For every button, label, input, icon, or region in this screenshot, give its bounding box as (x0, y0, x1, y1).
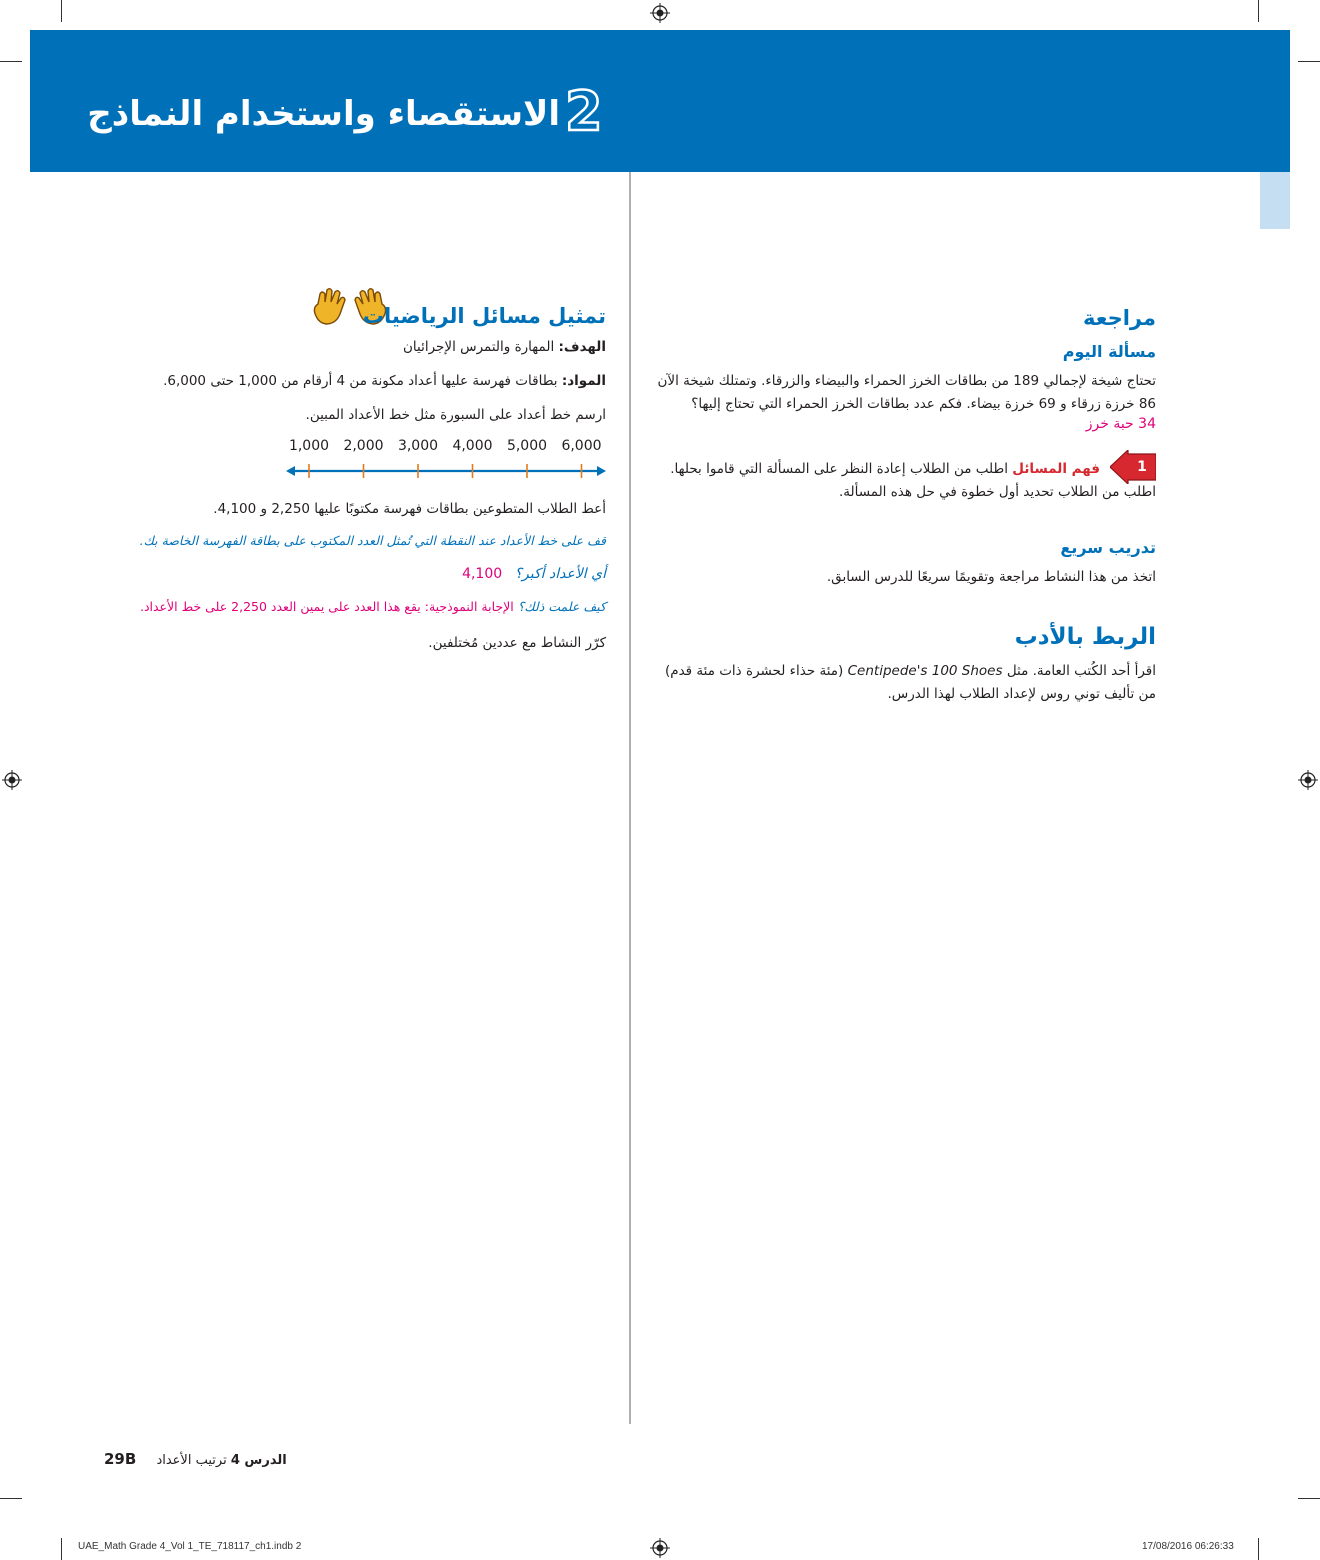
quick-training-title: تدريب سريع (1060, 538, 1156, 557)
answer-text: الإجابة النموذجية: يقع هذا العدد على يمين العدد 2,250 على خط الأعداد. (139, 599, 514, 614)
literature-text-b: (مئة حذاء لحشرة ذات مئة قدم) (664, 663, 844, 679)
lesson-text: ترتيب الأعداد (156, 1453, 227, 1468)
number-line-label: 1,000 (288, 438, 330, 454)
note-text: اطلب من الطلاب إعادة النظر على المسألة التي قاموا بحلها. (670, 461, 1008, 477)
question-text: أي الأعداد أكبر؟ (514, 566, 606, 582)
number-line-axis (286, 460, 606, 482)
registration-mark-icon (1298, 770, 1318, 790)
number-line-label: 6,000 (561, 438, 602, 454)
materials-text: بطاقات فهرسة عليها أعداد مكونة من 4 أرقام من 1,000 حتى 6,000. (163, 373, 558, 389)
literature-line: من تأليف توني روس لإعداد الطلاب لهذا الدرس. (887, 686, 1156, 702)
slug-file: UAE_Math Grade 4_Vol 1_TE_718117_ch1.indb 2 (78, 1541, 302, 1552)
lesson-label: الدرس 4 (230, 1453, 287, 1468)
crop-mark (0, 61, 22, 62)
crop-mark (1258, 0, 1259, 22)
number-line-label: 2,000 (343, 438, 384, 454)
note-label: فهم المسائل (1012, 461, 1100, 477)
book-title: Centipede's 100 Shoes (847, 663, 1003, 679)
note-line: اطلب من الطلاب تحديد أول خطوة في حل هذه المسألة. (838, 484, 1156, 500)
chapter-header (0, 80, 1320, 148)
answer-text: 4,100 (462, 566, 503, 582)
materials-label: المواد: (561, 373, 606, 389)
number-line (286, 438, 606, 484)
chapter-number: 2 (565, 80, 603, 143)
column-divider (629, 172, 631, 1424)
give-instruction: أعط الطلاب المتطوعين بطاقات فهرسة مكتوبًا عليها 2,250 و 4,100. (213, 501, 606, 517)
registration-mark-icon (650, 3, 670, 23)
lesson-footer (156, 1453, 286, 1468)
problem-line: تحتاج شيخة لإجمالي 189 من بطاقات الخرز الحمراء والبيضاء والزرقاء. وتمتلك شيخة الآن (657, 373, 1156, 389)
number-line-label: 3,000 (397, 438, 439, 454)
page-footer (104, 1450, 287, 1468)
draw-instruction: ارسم خط أعداد على السبورة مثل خط الأعداد المبين. (305, 407, 606, 423)
quick-training-text: اتخذ من هذا النشاط مراجعة وتقويمًا سريعًا للدرس السابق. (826, 569, 1156, 585)
chapter-title: الاستقصاء واستخدام النماذج (87, 94, 560, 134)
registration-mark-icon (650, 1538, 670, 1558)
literature-line (650, 660, 1156, 683)
problem-answer: 34 حبة خرز (1085, 416, 1156, 432)
literature-text (650, 660, 1156, 706)
prompt-stand: قف على خط الأعداد عند النقطة التي تُمثل العدد المكتوب على بطاقة الفهرسة الخاصة بك. (139, 533, 606, 548)
crop-mark (1258, 1538, 1259, 1560)
problem-line: 86 خرزة زرقاء و 69 خرزة بيضاء. فكم عدد بطاقات الخرز الحمراء التي تحتاج إليها؟ (691, 396, 1156, 412)
materials-line (100, 370, 606, 393)
badge-number: 1 (1137, 459, 1147, 475)
literature-title: الربط بالأدب (1014, 624, 1156, 650)
understanding-note (650, 458, 1156, 504)
number-line-label: 4,000 (452, 438, 493, 454)
activity-title: تمثيل مسائل الرياضيات (362, 304, 606, 328)
goal-line (403, 336, 606, 359)
crop-mark (61, 1538, 62, 1560)
crop-mark (1298, 1498, 1320, 1499)
crop-mark (61, 0, 62, 22)
repeat-instruction: كرّر النشاط مع عددين مُختلفين. (428, 635, 606, 651)
prompt-greater (462, 566, 606, 582)
side-tab (1260, 172, 1290, 229)
literature-text-a: اقرأ أحد الكُتب العامة. مثل (1006, 663, 1156, 679)
registration-mark-icon (2, 770, 22, 790)
slug-date: 17/08/2016 06:26:33 (1142, 1541, 1234, 1552)
review-title: مراجعة (1083, 306, 1156, 330)
prompt-how (140, 599, 606, 614)
goal-label: الهدف: (558, 339, 606, 355)
question-text: كيف علمت ذلك؟ (517, 599, 606, 614)
problem-of-day-title: مسألة اليوم (1062, 342, 1156, 361)
page-number: 29B (104, 1450, 137, 1468)
note-line (650, 458, 1156, 481)
crop-mark (1298, 61, 1320, 62)
problem-of-day-text (650, 370, 1156, 416)
goal-text: المهارة والتمرس الإجرائيان (402, 339, 555, 355)
crop-mark (0, 1498, 22, 1499)
number-line-label: 5,000 (506, 438, 548, 454)
